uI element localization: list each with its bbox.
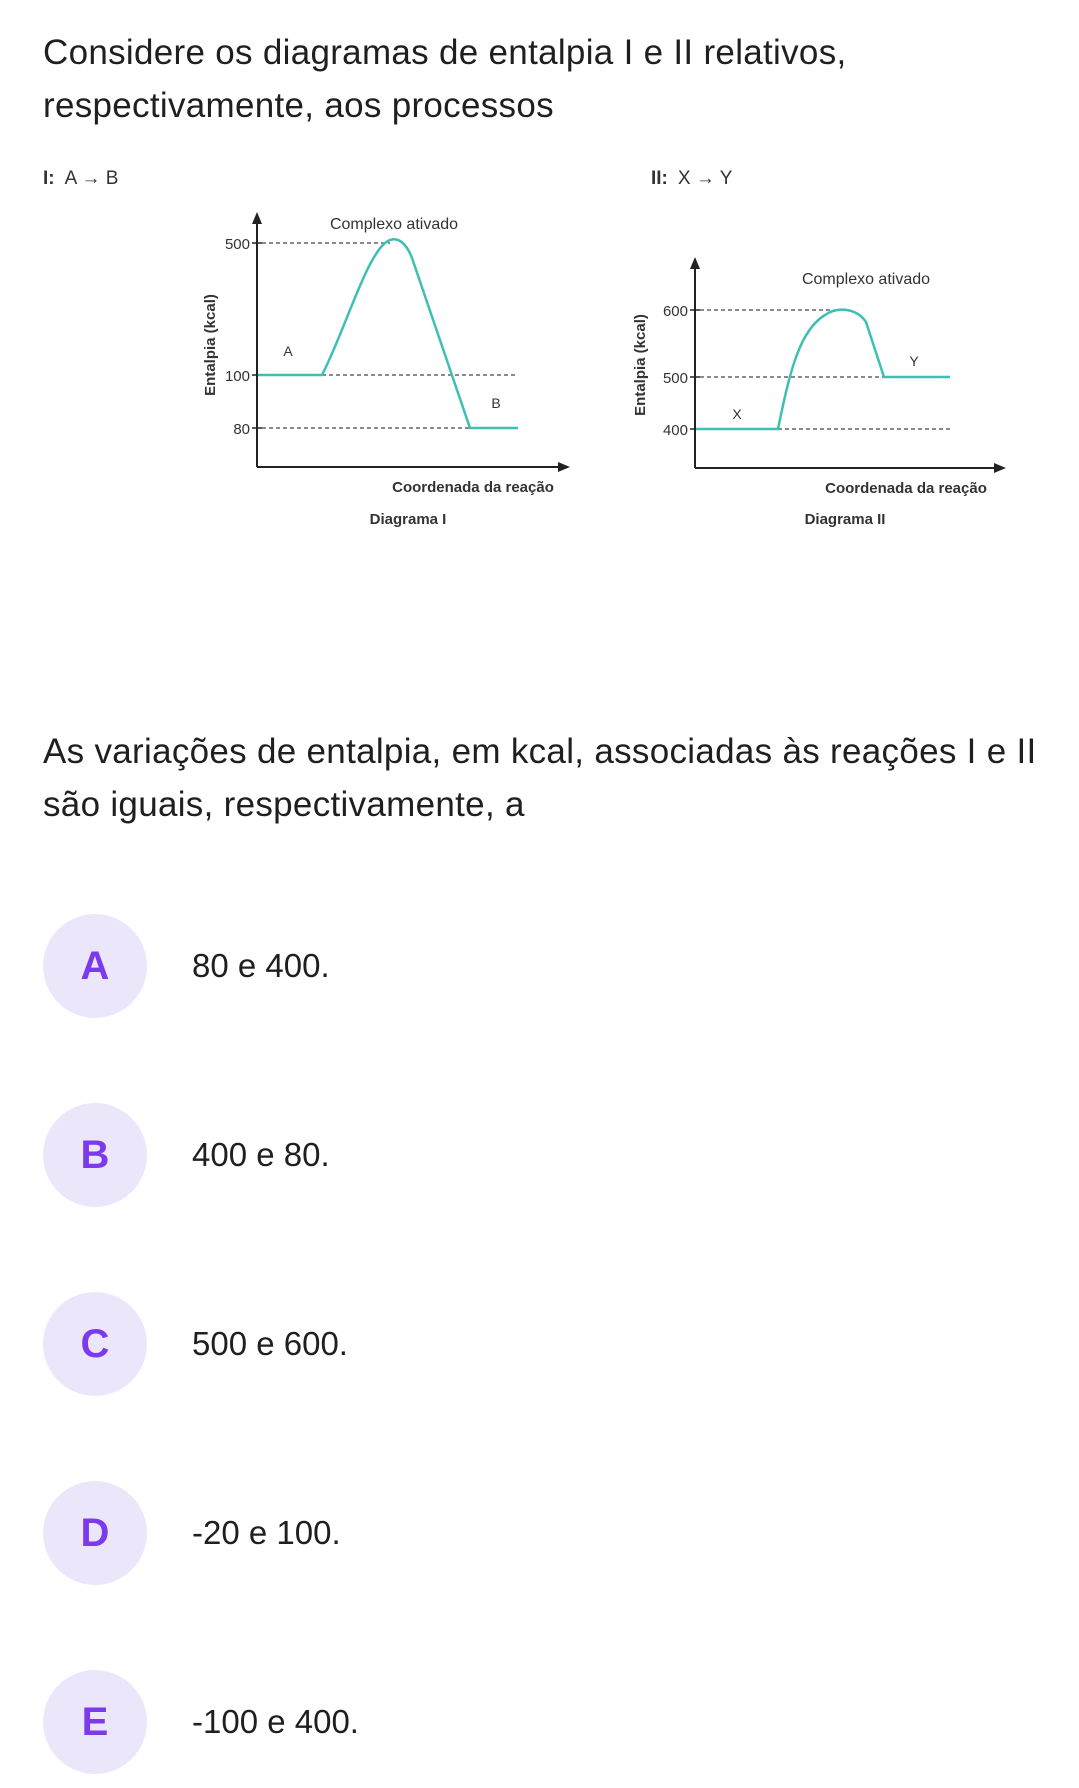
diagram-2-caption: Diagrama II (804, 511, 886, 528)
diagram-1-caption: Diagrama I (369, 511, 447, 528)
option-d-text[interactable]: -20 e 100. (192, 1514, 341, 1551)
diagram-2-tick-label-500: 500 (662, 370, 688, 387)
diagram-1-x-arrow (558, 462, 570, 472)
option-b-text[interactable]: 400 e 80. (192, 1136, 330, 1173)
diagram-1-tick-label-100: 100 (224, 368, 250, 385)
diagram-1-xlabel: Coordenada da reação (392, 479, 554, 496)
diagram-1-curve (258, 239, 518, 428)
option-c-badge[interactable]: C (43, 1292, 147, 1396)
diagram-2 (632, 257, 1006, 528)
process-2-label: II: (651, 168, 668, 189)
diagram-1-tick-label-80: 80 (233, 421, 250, 438)
option-d-badge[interactable]: D (43, 1481, 147, 1585)
diagram-2-reactant-label: X (732, 406, 742, 422)
option-e-text[interactable]: -100 e 400. (192, 1703, 359, 1740)
diagram-2-xlabel: Coordenada da reação (825, 480, 987, 497)
option-b[interactable] (43, 1103, 943, 1207)
process-1-reaction: A → B (64, 168, 119, 189)
diagram-1-tick-label-500: 500 (224, 236, 250, 253)
diagram-1-ylabel: Entalpia (kcal) (202, 294, 219, 396)
option-c[interactable] (43, 1292, 943, 1396)
diagram-2-product-label: Y (909, 353, 919, 369)
option-e[interactable] (43, 1670, 943, 1774)
process-1-label: I: (43, 168, 55, 189)
option-a-text[interactable]: 80 e 400. (192, 947, 330, 984)
diagram-1-peak-label: Complexo ativado (329, 216, 459, 233)
option-d[interactable] (43, 1481, 943, 1585)
diagram-2-tick-label-400: 400 (662, 422, 688, 439)
option-e-badge[interactable]: E (43, 1670, 147, 1774)
diagram-2-peak-label: Complexo ativado (801, 271, 931, 288)
enthalpy-diagrams (0, 0, 1079, 620)
diagram-1-product-label: B (491, 395, 501, 411)
diagram-1-reactant-label: A (283, 343, 293, 359)
question-intro: Considere os diagramas de entalpia I e II relativos, respectivamente, aos processos (43, 33, 847, 125)
diagram-2-x-arrow (994, 463, 1006, 473)
diagram-1 (202, 212, 570, 528)
question-text: As variações de entalpia, em kcal, associadas às reações I e II são iguais, respectivamente, a (43, 732, 1037, 824)
option-b-badge[interactable]: B (43, 1103, 147, 1207)
option-c-text[interactable]: 500 e 600. (192, 1325, 348, 1362)
diagram-2-ylabel: Entalpia (kcal) (632, 314, 649, 416)
process-2-reaction: X → Y (677, 168, 733, 189)
option-a-badge[interactable]: A (43, 914, 147, 1018)
diagram-2-tick-label-600: 600 (662, 303, 688, 320)
option-a[interactable] (43, 914, 943, 1018)
diagram-1-y-arrow (252, 212, 262, 224)
diagram-2-y-arrow (690, 257, 700, 269)
